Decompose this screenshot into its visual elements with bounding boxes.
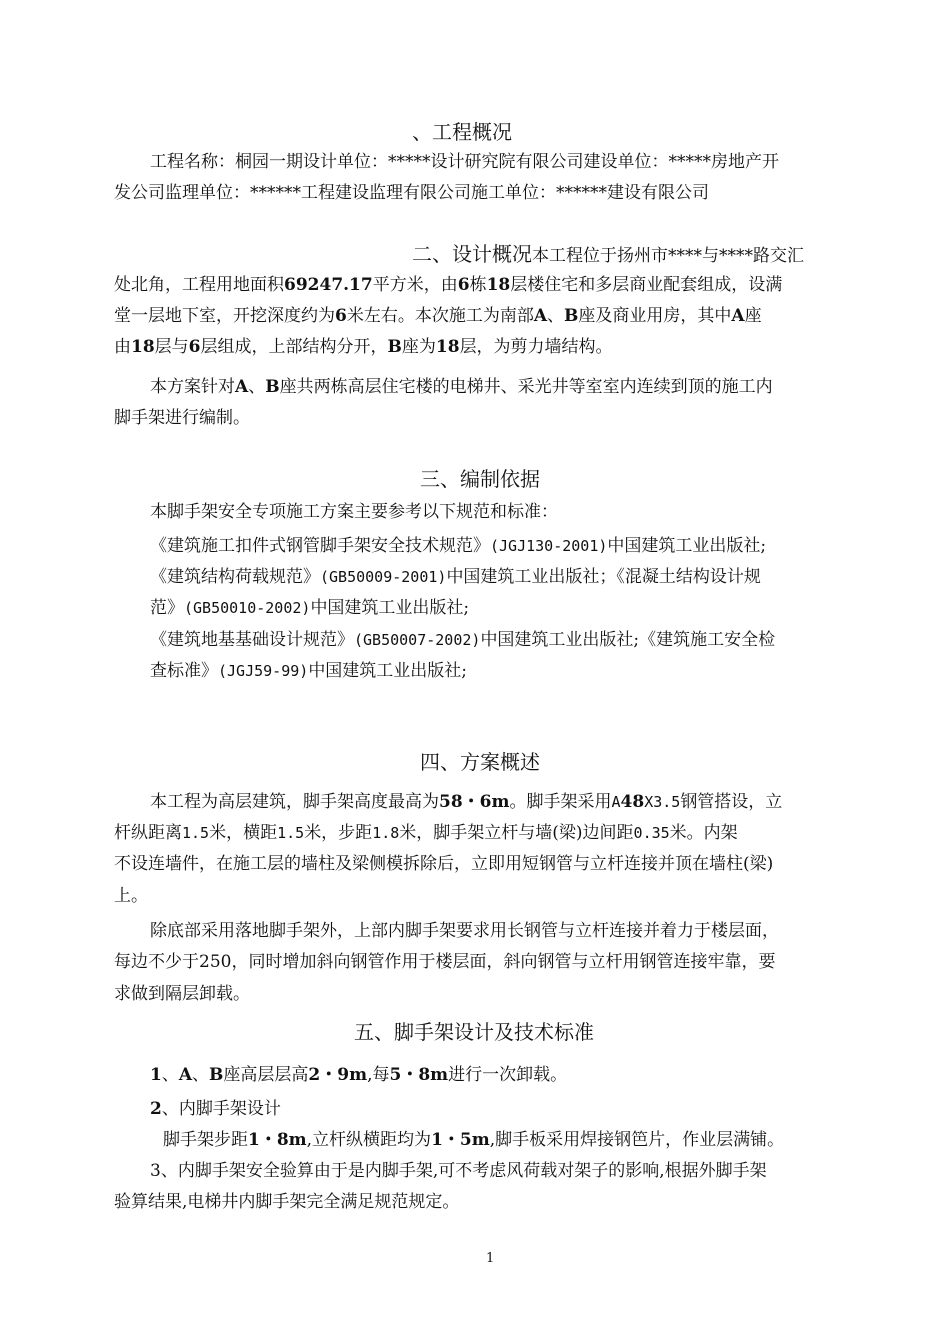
s3-ref-4: [150, 625, 775, 656]
s4-v4: 0.35: [633, 824, 670, 842]
s5-item-3-line-1: 3、内脚手架安全验算由于是内脚手架,可不考虑风荷载对架子的影响,根据外脚手架: [150, 1161, 767, 1181]
s5-i2-num: 2: [150, 1099, 162, 1119]
s1-line-2: 发公司监理单位：******工程建设监理有限公司施工单位：******建设有限公司: [114, 183, 709, 203]
s3-r4a: 《建筑地基基础设计规范》: [150, 630, 354, 650]
s2-p2-B: B: [265, 377, 280, 397]
s2-l4-B: B: [387, 337, 402, 357]
s2-line-4: [114, 332, 613, 363]
s2-p2a: 本方案针对: [150, 377, 235, 397]
s4-height: 58・6m: [439, 792, 510, 812]
s2-depth: 6: [335, 306, 347, 326]
s2-l3a: 堂一层地下室，开挖深度约为: [114, 306, 335, 326]
section-3-title: 三、编制依据: [420, 467, 540, 491]
s4-line-2: [114, 818, 738, 849]
s5-item-2-detail: [163, 1125, 784, 1156]
s3-ref-3: [150, 593, 469, 624]
s4-l2d: 米，脚手架立杆与墙(梁)边间距: [399, 823, 634, 843]
s2-l2b: 平方米，由: [372, 275, 458, 295]
s4-l2c: 米，步距: [304, 823, 373, 843]
s3-ref-1: [150, 531, 766, 562]
s2-l3c: 、: [547, 306, 565, 326]
s4-v3: 1.8: [372, 824, 400, 842]
s4-v2: 1.5: [277, 824, 305, 842]
s2-l2a: 处北角，工程用地面积: [114, 275, 284, 295]
s4-pipe-size: X3.5: [644, 793, 681, 811]
s2-l3b: 米左右。本次施工为南部: [346, 306, 534, 326]
s4-l2b: 米，横距: [209, 823, 278, 843]
s2-l1-text: 本工程位于扬州市****与****路交汇: [532, 246, 804, 266]
s5-floor-height: 2・9m: [308, 1065, 368, 1085]
s2-l3-A: A: [533, 306, 548, 326]
page-number: 1: [486, 1251, 495, 1266]
s3-r1a: 《建筑施工扣件式钢管脚手架安全技术规范》: [150, 536, 490, 556]
s5-i2-a: 脚手架步距: [163, 1130, 248, 1150]
s4-l2e: 米。内架: [669, 823, 738, 843]
s2-l4-6: 6: [188, 337, 201, 357]
s2-l3d: 座及商业用房，其中: [578, 306, 732, 326]
s2-p2b: 、: [248, 377, 266, 397]
s3-ref-2: [150, 562, 761, 593]
s5-i2-text: 、内脚手架设计: [161, 1099, 281, 1119]
s2-l3-B: B: [564, 306, 579, 326]
s2-l4c: 层组成，上部结构分开，: [200, 337, 388, 357]
s2-line-3: [114, 301, 762, 332]
s2-l3e: 座: [744, 306, 762, 326]
section-1-title: 、工程概况: [412, 120, 512, 144]
s3-r3b: 中国建筑工业出版社;: [310, 598, 470, 618]
s2-l4-18b: 18: [435, 337, 460, 357]
s3-intro: 本脚手架安全专项施工方案主要参考以下规范和标准：: [150, 502, 558, 522]
s4-para-2-line-3: 求做到隔层卸载。: [114, 984, 250, 1004]
s2-buildings: 6: [457, 275, 470, 295]
s5-i1-num: 1: [150, 1065, 162, 1085]
s2-l4d: 座为: [401, 337, 436, 357]
s3-r2b: 中国建筑工业出版社；《混凝土结构设计规: [446, 567, 761, 587]
s4-pipe-48: 48: [620, 792, 645, 812]
s1-line-1: 工程名称：桐园一期设计单位：*****设计研究院有限公司建设单位：*****房地产开: [150, 152, 779, 172]
section-4-title: 四、方案概述: [420, 750, 540, 774]
s5-i1c: 座高层层高: [223, 1065, 309, 1085]
s4-l2a: 杆纵距离: [114, 823, 182, 843]
s2-l4b: 层与: [154, 337, 189, 357]
s2-p2-A: A: [235, 377, 249, 397]
s5-i1a: 、: [161, 1065, 179, 1085]
s5-i1-A: A: [178, 1065, 193, 1085]
s5-item-3-line-2: 验算结果,电梯井内脚手架完全满足规范规定。: [114, 1192, 460, 1212]
s2-p2c: 座共两栋高层住宅楼的电梯井、采光井等室室内连续到顶的施工内: [279, 377, 773, 397]
s5-item-1: [150, 1060, 567, 1091]
s5-unload-interval: 5・8m: [389, 1065, 449, 1085]
s2-l2c: 栋: [469, 275, 487, 295]
s4-l1c: 钢管搭设，立: [680, 792, 783, 812]
s3-r3-code: (GB50010-2002): [184, 599, 311, 617]
s3-r5b: 中国建筑工业出版社;: [308, 661, 468, 681]
s5-i1-B: B: [209, 1065, 224, 1085]
section-2-title: 二、设计概况: [412, 242, 532, 266]
s3-r5-code: (JGJ59-99): [218, 662, 309, 680]
s5-i1e: 进行一次卸载。: [448, 1065, 568, 1085]
s2-area: 69247.17: [284, 275, 373, 295]
s5-span: 1・5m: [431, 1130, 490, 1150]
s4-v1: 1.5: [182, 824, 210, 842]
s3-r4b: 中国建筑工业出版社;《建筑施工安全检: [480, 630, 776, 650]
s4-line-4: 上。: [114, 886, 148, 906]
s3-r5a: 查标准》: [150, 661, 218, 681]
s5-i1b: 、: [192, 1065, 210, 1085]
s3-r1-code: (JGJ130-2001): [490, 537, 608, 555]
s4-line-1: [150, 787, 782, 818]
s5-step: 1・8m: [248, 1130, 307, 1150]
s2-l4a: 由: [114, 337, 131, 357]
s3-r2-code: (GB50009-2001): [320, 568, 447, 586]
section-5-title: 五、脚手架设计及技术标准: [354, 1020, 594, 1044]
s4-l1b: 。脚手架采用: [509, 792, 612, 812]
s3-r3a: 范》: [150, 598, 184, 618]
s2-line-2: [114, 270, 782, 301]
s4-line-3: 不设连墙件，在施工层的墙柱及梁侧模拆除后，立即用短钢管与立杆连接并顶在墙柱(梁): [114, 854, 774, 874]
s2-line-1: [412, 239, 804, 272]
s4-l1a: 本工程为高层建筑，脚手架高度最高为: [150, 792, 439, 812]
s2-l3-A2: A: [731, 306, 745, 326]
s3-r2a: 《建筑结构荷载规范》: [150, 567, 320, 587]
s3-r4-code: (GB50007-2002): [354, 631, 481, 649]
s5-item-2: [150, 1094, 281, 1125]
s2-para-2-line-2: 脚手架进行编制。: [114, 408, 250, 428]
s5-i1d: ,每: [367, 1065, 390, 1085]
s5-i2-c: ,脚手板采用焊接钢笆片，作业层满铺。: [489, 1130, 785, 1150]
s5-i2-b: ,立杆纵横距均为: [306, 1130, 432, 1150]
s3-r1b: 中国建筑工业出版社;: [607, 536, 767, 556]
s2-para-2-line-1: [150, 372, 773, 403]
s4-pipe-A: A: [611, 793, 621, 811]
s2-l4e: 层，为剪力墙结构。: [459, 337, 613, 357]
s2-l2d: 层楼住宅和多层商业配套组成，设满: [510, 275, 783, 295]
s4-para-2-line-1: 除底部采用落地脚手架外，上部内脚手架要求用长钢管与立杆连接并着力于楼层面，: [150, 921, 779, 941]
s4-para-2-line-2: 每边不少于250，同时增加斜向钢管作用于楼层面，斜向钢管与立杆用钢管连接牢靠，要: [114, 952, 776, 972]
s3-ref-5: [150, 656, 467, 687]
s2-floors: 18: [486, 275, 511, 295]
s2-l4-18: 18: [131, 337, 155, 357]
